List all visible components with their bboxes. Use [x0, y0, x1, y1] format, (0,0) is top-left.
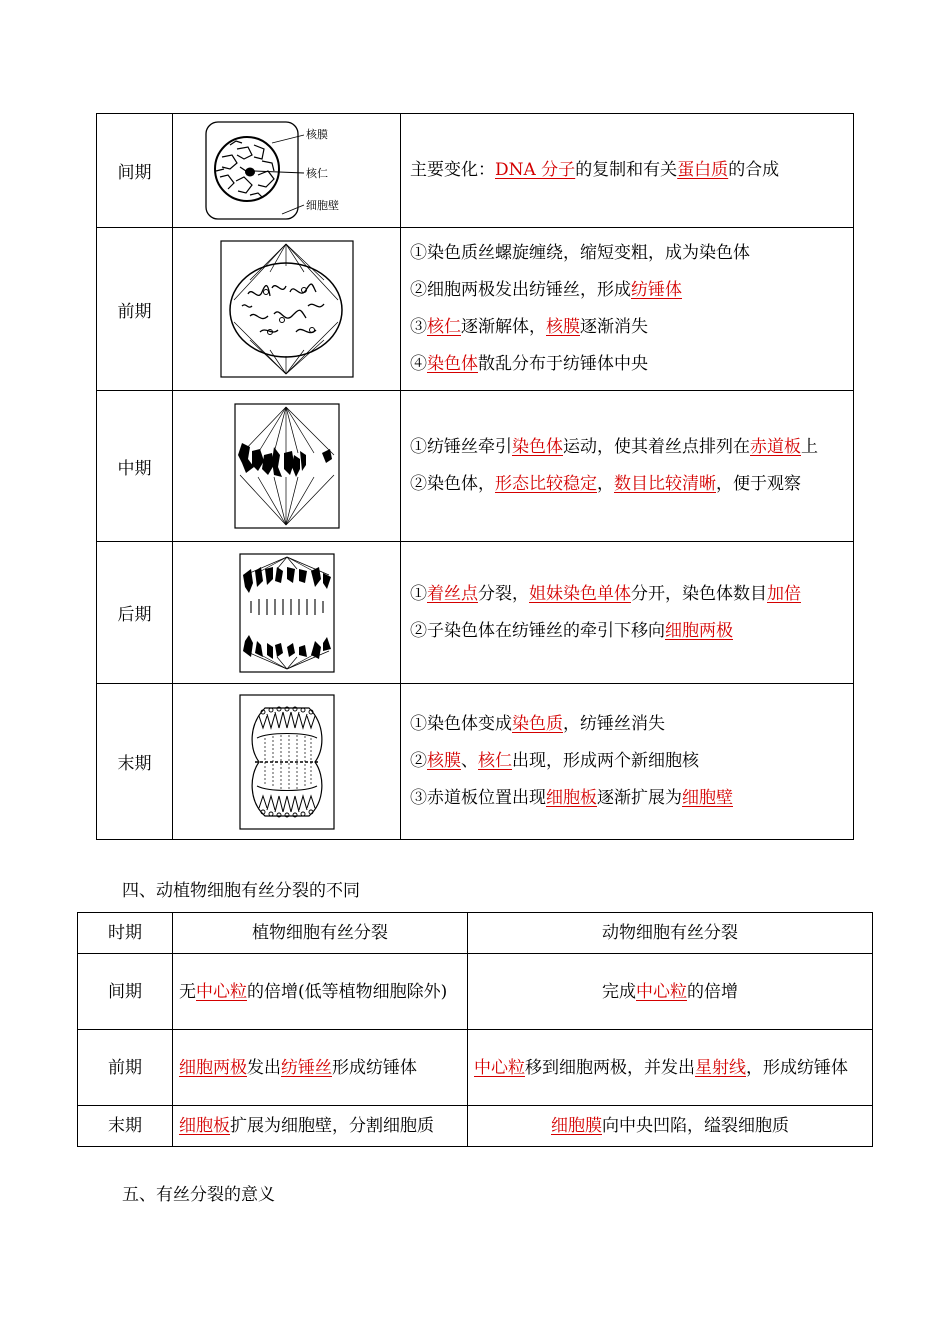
plant-cell: 细胞两极发出纺锤丝形成纺锤体	[173, 1030, 468, 1106]
animal-cell: 细胞膜向中央凹陷，缢裂细胞质	[468, 1106, 873, 1147]
phase-description	[401, 114, 854, 228]
animal-cell: 完成中心粒的倍增	[468, 954, 873, 1030]
label-nuclear-membrane: 核膜	[305, 127, 328, 141]
anaphase-figure	[173, 542, 401, 684]
table-row	[97, 228, 854, 391]
prophase-cell-diagram	[220, 240, 354, 378]
animal-cell: 中心粒移到细胞两极，并发出星射线，形成纺锤体	[468, 1030, 873, 1106]
desc-line: ④染色体散乱分布于纺锤体中央	[410, 354, 648, 374]
label-nucleolus: 核仁	[305, 166, 328, 180]
table-row	[97, 114, 854, 228]
desc-line: ②细胞两极发出纺锤丝，形成纺锤体	[410, 280, 682, 300]
anaphase-cell-diagram	[239, 553, 335, 673]
phase-name: 中期	[97, 391, 173, 542]
desc-line: ①染色质丝螺旋缠绕，缩短变粗，成为染色体	[410, 243, 750, 263]
metaphase-figure	[173, 391, 401, 542]
table-row	[78, 954, 873, 1030]
label-cell-wall: 细胞壁	[305, 198, 339, 212]
table-row	[97, 542, 854, 684]
phase-table	[96, 113, 854, 840]
column-header: 植物细胞有丝分裂	[173, 913, 468, 954]
phase-description	[401, 684, 854, 840]
desc-line: ③赤道板位置出现细胞板逐渐扩展为细胞壁	[410, 788, 733, 808]
phase-name: 后期	[97, 542, 173, 684]
interphase-figure	[173, 114, 401, 228]
phase-name: 间期	[97, 114, 173, 228]
desc-line: ③核仁逐渐解体，核膜逐渐消失	[410, 317, 648, 337]
desc-line: ①着丝点分裂，姐妹染色单体分开，染色体数目加倍	[410, 583, 801, 604]
plant-cell: 无中心粒的倍增(低等植物细胞除外)	[173, 954, 468, 1030]
telophase-figure	[173, 684, 401, 840]
plant-cell: 细胞板扩展为细胞壁，分割细胞质	[173, 1106, 468, 1147]
comparison-table	[77, 912, 873, 1147]
desc-line: ②子染色体在纺锤丝的牵引下移向细胞两极	[410, 620, 733, 641]
period-cell: 前期	[78, 1030, 173, 1106]
desc-line: 主要变化：DNA 分子的复制和有关蛋白质的合成	[410, 160, 780, 180]
phase-description	[401, 228, 854, 391]
column-header: 时期	[78, 913, 173, 954]
period-cell: 间期	[78, 954, 173, 1030]
table-header-row	[78, 913, 873, 954]
phase-description	[401, 542, 854, 684]
table-row	[78, 1106, 873, 1147]
table-row	[97, 391, 854, 542]
telophase-cell-diagram	[239, 694, 335, 830]
phase-description	[401, 391, 854, 542]
metaphase-cell-diagram	[234, 403, 340, 529]
desc-line: ②染色体，形态比较稳定，数目比较清晰，便于观察	[410, 474, 801, 494]
table-row	[78, 1030, 873, 1106]
desc-line: ①纺锤丝牵引染色体运动，使其着丝点排列在赤道板上	[410, 437, 818, 457]
phase-name: 末期	[97, 684, 173, 840]
section-heading: 五、有丝分裂的意义	[122, 1185, 275, 1205]
column-header: 动物细胞有丝分裂	[468, 913, 873, 954]
desc-line: ②核膜、核仁出现，形成两个新细胞核	[410, 751, 699, 771]
period-cell: 末期	[78, 1106, 173, 1147]
section-heading: 四、动植物细胞有丝分裂的不同	[122, 881, 360, 901]
interphase-cell-diagram	[202, 119, 372, 223]
desc-line: ①染色体变成染色质，纺锤丝消失	[410, 714, 665, 734]
phase-name: 前期	[97, 228, 173, 391]
prophase-figure	[173, 228, 401, 391]
table-row	[97, 684, 854, 840]
